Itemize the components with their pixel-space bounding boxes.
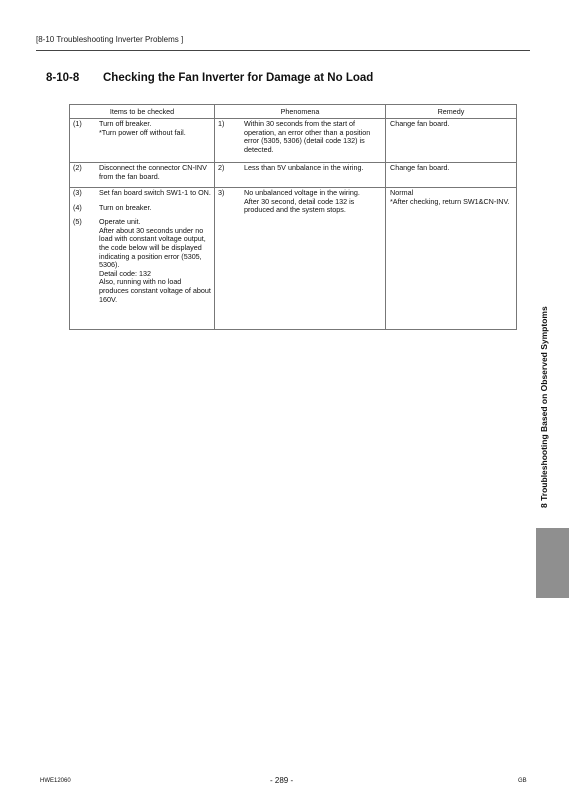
check-step (70, 163, 214, 181)
phenomenon-number: 3) (218, 188, 225, 197)
check-step (70, 217, 214, 304)
section-title: Checking the Fan Inverter for Damage at No Load (103, 72, 374, 84)
table-row (70, 163, 517, 188)
step-number: (5) (73, 217, 82, 227)
check-step (70, 203, 214, 213)
doc-code: HWE12060 (40, 778, 71, 784)
section-heading (46, 72, 373, 84)
header-rule (36, 50, 530, 51)
header-items: Items to be checked (70, 105, 215, 119)
region-code: GB (518, 778, 527, 784)
items-cell (70, 119, 215, 163)
table-row (70, 119, 517, 163)
phenomenon-text: Within 30 seconds from the start of operation, an error other than a position error (5305, 5306) (detail code 132) is detected. (244, 119, 371, 154)
breadcrumb: [8-10 Troubleshooting Inverter Problems ] (36, 35, 184, 44)
phenomenon (215, 119, 385, 154)
table-row (70, 188, 517, 330)
step-text: Turn off breaker. *Turn power off without fail. (99, 119, 186, 137)
remedy-cell (386, 163, 517, 188)
step-number: (4) (73, 202, 82, 212)
step-number: (2) (73, 163, 82, 172)
phenomenon-text: Less than 5V unbalance in the wiring. (244, 163, 364, 172)
phenomena-cell (215, 119, 386, 163)
page-number: - 289 - (270, 776, 294, 785)
phenomenon-number: 1) (218, 119, 225, 128)
step-text: Operate unit. After about 30 seconds under no load with constant voltage output, the code below will be displayed indicating a position error (5305, 5306). Detail code: 132 Also, running with no load produces constant voltage of about 160V. (99, 217, 211, 304)
remedy-cell (386, 188, 517, 330)
chapter-side-label: 8 Troubleshooting Based on Observed Symptoms (539, 306, 549, 508)
phenomenon (215, 188, 385, 215)
phenomenon-text: No unbalanced voltage in the wiring. After 30 second, detail code 132 is produced and the system stops. (244, 188, 360, 215)
items-cell (70, 163, 215, 188)
step-number: (3) (73, 188, 82, 197)
phenomenon (215, 163, 385, 173)
step-number: (1) (73, 119, 82, 128)
remedy-text: Change fan board. (390, 163, 450, 172)
remedy-text: Change fan board. (390, 119, 450, 128)
phenomena-cell (215, 188, 386, 330)
header-remedy: Remedy (386, 105, 517, 119)
check-step (70, 119, 214, 137)
check-table (69, 104, 517, 330)
check-step (70, 188, 214, 198)
remedy-cell (386, 119, 517, 163)
table-header-row (70, 105, 517, 119)
chapter-tab (536, 528, 569, 598)
remedy-text: Normal *After checking, return SW1&CN-INV. (390, 188, 510, 206)
step-text: Turn on breaker. (99, 202, 152, 212)
phenomenon-number: 2) (218, 163, 225, 172)
step-text: Disconnect the connector CN-INV from the fan board. (99, 163, 207, 181)
items-cell (70, 188, 215, 330)
phenomena-cell (215, 163, 386, 188)
header-phenomena: Phenomena (215, 105, 386, 119)
section-number: 8-10-8 (46, 72, 80, 84)
step-text: Set fan board switch SW1-1 to ON. (99, 188, 211, 197)
